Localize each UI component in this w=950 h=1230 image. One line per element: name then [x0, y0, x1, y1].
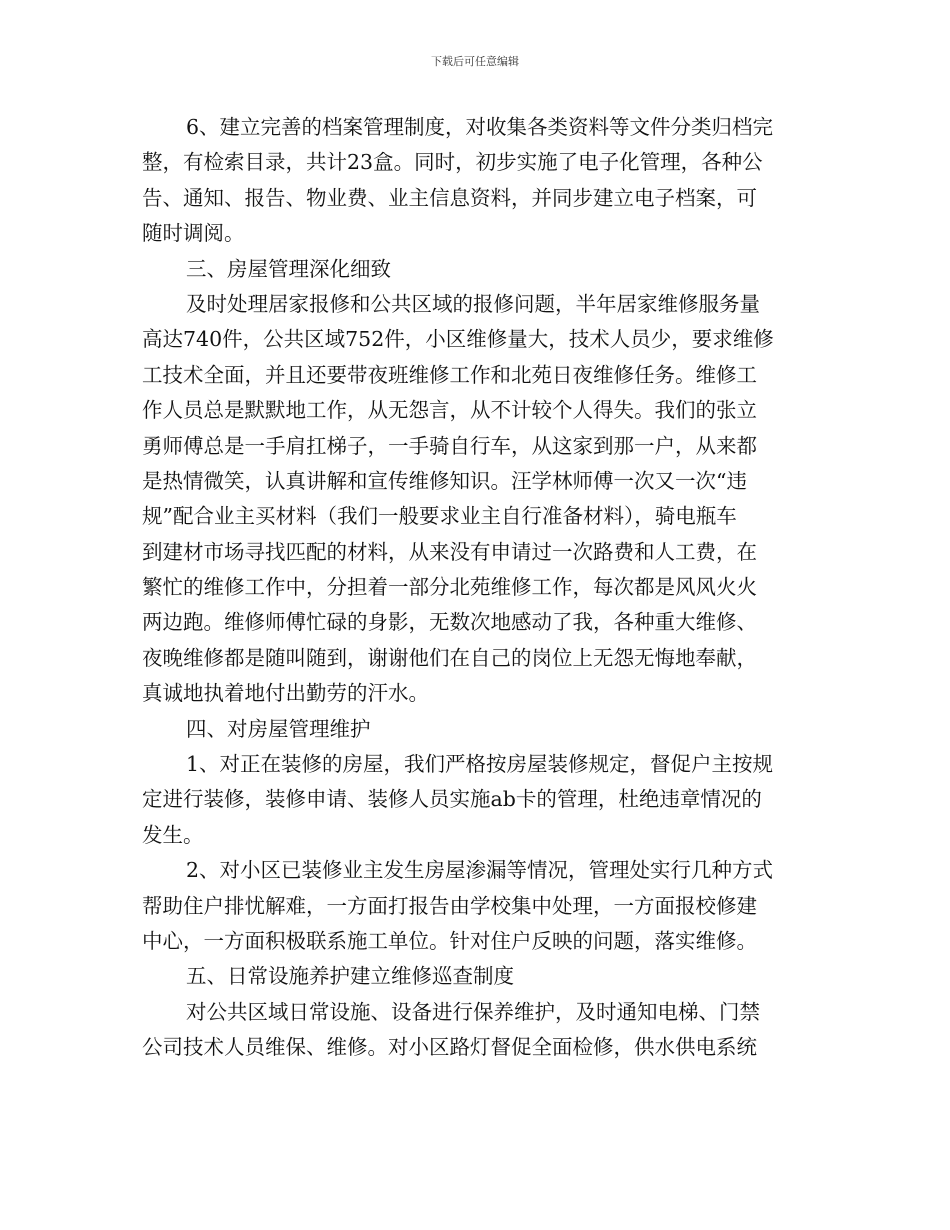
paragraph-line: 6、建立完善的档案管理制度，对收集各类资料等文件分类归档完	[186, 115, 774, 139]
paragraph-line: 规”配合业主买材料（我们一般要求业主自行准备材料），骑电瓶车	[142, 504, 737, 529]
paragraph-line: 两边跑。维修师傅忙碌的身影，无数次地感动了我，各种重大维修、	[142, 610, 757, 635]
document-body	[142, 110, 808, 1066]
paragraph-line: 对公共区域日常设施、设备进行保养维护，及时通知电梯、门禁	[186, 999, 760, 1024]
paragraph-line: 整，有检索目录，共计23盒。同时，初步实施了电子化管理，各种公	[142, 150, 763, 175]
paragraph-line: 2、对小区已装修业主发生房屋渗漏等情况，管理处实行几种方式	[186, 858, 774, 883]
section-heading: 五、日常设施养护建立维修巡查制度	[186, 964, 514, 989]
paragraph-line: 发生。	[142, 822, 204, 847]
paragraph-line: 告、通知、报告、物业费、业主信息资料，并同步建立电子档案，可	[142, 185, 757, 210]
paragraph-line: 帮助住户排忧解难，一方面打报告由学校集中处理，一方面报校修建	[142, 893, 757, 918]
paragraph-line: 作人员总是默默地工作，从无怨言，从不计较个人得失。我们的张立	[142, 398, 757, 423]
paragraph-line: 高达740件，公共区域752件，小区维修量大，技术人员少，要求维修	[142, 327, 774, 352]
section-heading: 四、对房屋管理维护	[186, 716, 371, 741]
section-heading: 三、房屋管理深化细致	[186, 256, 391, 281]
paragraph-line: 真诚地执着地付出勤劳的汗水。	[142, 681, 429, 706]
paragraph-line: 及时处理居家报修和公共区域的报修问题，半年居家维修服务量	[186, 291, 760, 316]
paragraph-line: 勇师傅总是一手肩扛梯子，一手骑自行车，从这家到那一户，从来都	[142, 433, 757, 458]
paragraph-line: 随时调阅。	[142, 221, 245, 246]
paragraph-line: 公司技术人员维保、维修。对小区路灯督促全面检修，供水供电系统	[142, 1035, 757, 1060]
page-header: 下载后可任意编辑	[431, 55, 519, 68]
paragraph-line: 工技术全面，并且还要带夜班维修工作和北苑日夜维修任务。维修工	[142, 362, 757, 387]
paragraph-line: 繁忙的维修工作中，分担着一部分北苑维修工作，每次都是风风火火	[142, 575, 757, 600]
paragraph-line: 是热情微笑，认真讲解和宣传维修知识。汪学林师傅一次又一次“违	[142, 468, 747, 493]
paragraph-line: 1、对正在装修的房屋，我们严格按房屋装修规定，督促户主按规	[186, 752, 774, 777]
paragraph-line: 夜晚维修都是随叫随到，谢谢他们在自己的岗位上无怨无悔地奉献，	[142, 645, 757, 670]
paragraph-line: 定进行装修，装修申请、装修人员实施ab卡的管理，杜绝违章情况的	[142, 787, 762, 812]
paragraph-line: 中心，一方面积极联系施工单位。针对住户反映的问题，落实维修。	[142, 928, 757, 953]
paragraph-line: 到建材市场寻找匹配的材料，从来没有申请过一次路费和人工费，在	[142, 539, 757, 564]
